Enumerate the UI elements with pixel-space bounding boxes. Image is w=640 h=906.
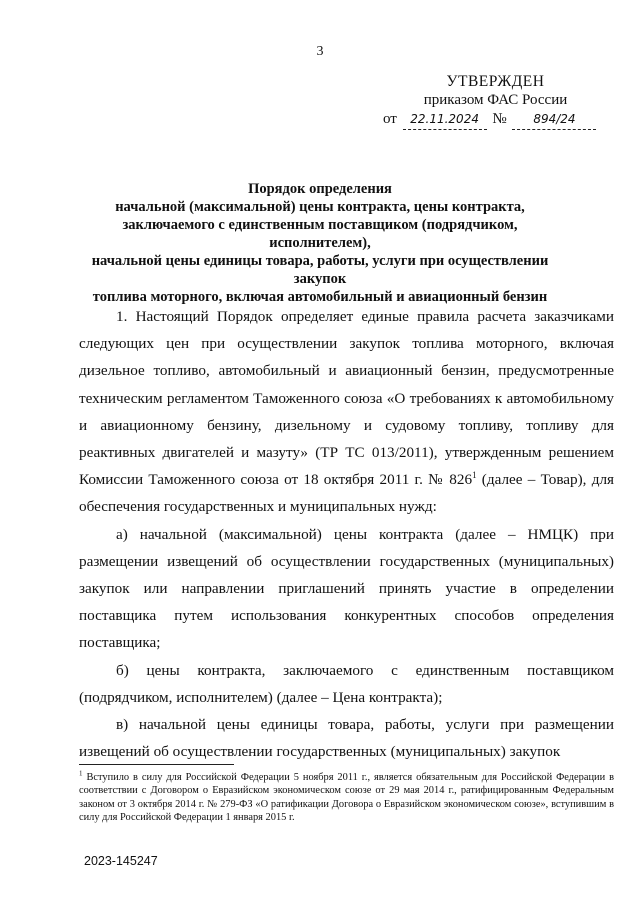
footnote	[79, 771, 614, 825]
approval-block	[383, 72, 608, 130]
page-number: 3	[316, 44, 324, 59]
paragraph-1-text: 1. Настоящий Порядок определяет единые правила расчета заказчиками следующих цен при осуществлении закупок топлива моторного, включая дизельное топливо, автомобильный и авиационный бензин, предусмотренные техническим регламентом Таможенного союза «О требованиях к автомобильному и авиационному бензину, дизельному и судовому топливу, топливу для реактивных двигателей и мазуту» (ТР ТС 013/2011), утвержденным решением Комиссии Таможенного союза от 18 октября 2011 г. № 826	[79, 308, 614, 489]
footnote-reference: 1	[472, 470, 477, 481]
number-label: №	[492, 111, 507, 127]
approval-stamp: УТВЕРЖДЕН	[446, 73, 545, 90]
document-body	[79, 303, 614, 765]
date-prefix: от	[383, 111, 397, 127]
title-line: начальной (максимальной) цены контракта, цены контракта,	[115, 199, 525, 215]
paragraph-1	[79, 303, 614, 521]
handwritten-date: 22.11.2024	[403, 110, 487, 130]
title-line: заключаемого с единственным поставщиком (подрядчиком, исполнителем),	[122, 217, 518, 251]
paragraph-item-v: в) начальной цены единицы товара, работы, услуги при размещении извещений об осуществлении государственных (муниципальных) закупок	[79, 716, 614, 761]
footnote-marker: 1	[79, 769, 83, 778]
paragraph-1-text-end: (далее – Товар), для обеспечения государственных и муниципальных нужд:	[79, 471, 615, 516]
document-title	[70, 180, 570, 306]
title-line: начальной цены единицы товара, работы, услуги при осуществлении закупок	[91, 253, 549, 287]
approval-issuer: приказом ФАС России	[423, 92, 568, 108]
title-line: топлива моторного, включая автомобильный и авиационный бензин	[92, 289, 548, 305]
paragraph-item-b: б) цены контракта, заключаемого с единственным поставщиком (подрядчиком, исполнителем) (далее – Цена контракта);	[79, 661, 614, 706]
paragraph-item-a: а) начальной (максимальной) цены контракта (далее – НМЦК) при размещении извещений об осуществлении государственных (муниципальных) закупок или направлении приглашений принять участие в определении поставщика путем использования конкурентных способов определения поставщика;	[79, 525, 614, 652]
title-line: Порядок определения	[248, 181, 392, 197]
footnote-divider	[79, 764, 234, 765]
approval-date-line	[383, 110, 608, 130]
document-id: 2023-145247	[84, 854, 158, 868]
footnote-paragraph	[79, 771, 614, 825]
handwritten-order-number: 894/24	[512, 110, 596, 130]
footnote-text: Вступило в силу для Российской Федерации 5 ноября 2011 г., является обязательным для Российской Федерации в соответствии с Договором о Евразийском экономическом союзе от 29 мая 2014 г., ратифицированным Федеральным законом от 3 октября 2014 г. № 279-ФЗ «О ратификации Договора о Евразийском экономическом союзе», вступившим в силу для Российской Федерации 1 января 2015 г.	[79, 772, 614, 824]
